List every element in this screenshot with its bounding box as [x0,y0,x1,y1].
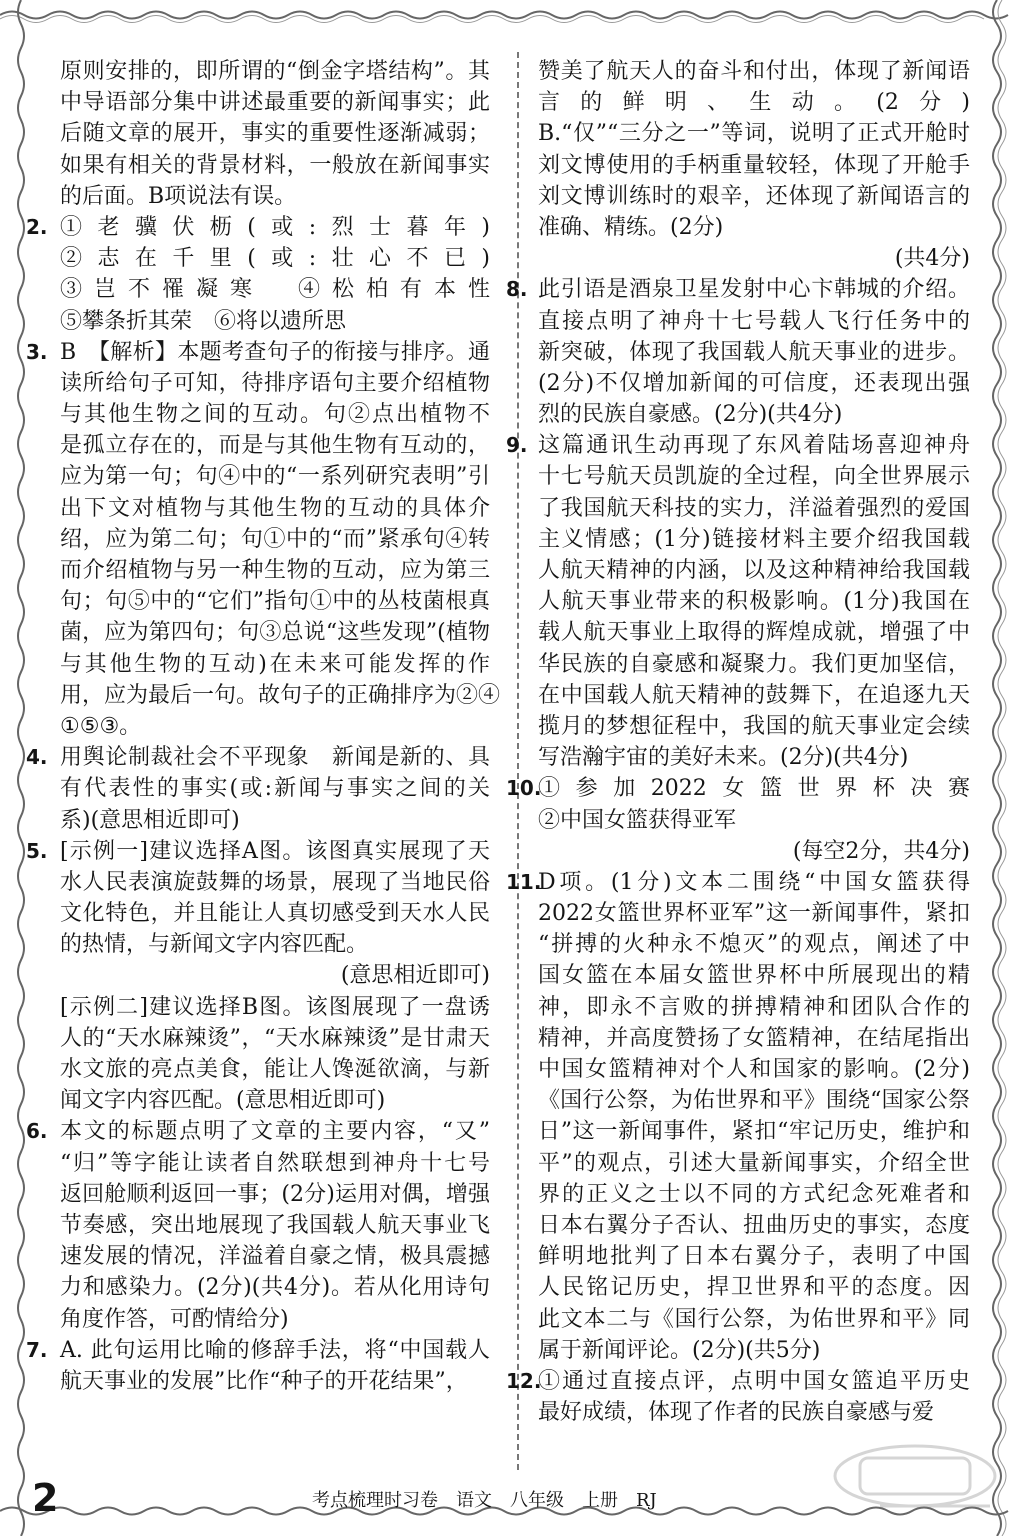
answer-block [26,836,490,992]
page-number: 2 [32,1476,59,1520]
answer-block [60,56,490,212]
answer-line: 而介绍植物与另一种生物的互动，应为第三 [60,558,490,583]
answer-line: 是孤立存在的，而是与其他生物有互动的， [60,433,490,459]
question-number: 5. [26,838,48,863]
answer-line: 菌，应为第四句；句③总说“这些发现”(植物 [60,620,490,646]
answer-line: 返回舱顺利返回一事；(2分)运用对偶，增强 [60,1181,490,1207]
answer-line: 此文本二与《国行公祭，为佑世界和平》同 [538,1306,970,1332]
answer-line: 2022女篮世界杯亚军”这一新闻事件，紧扣 [538,901,970,927]
answer-line: ②中国女篮获得亚军 [538,807,737,833]
score-note: (每空2分，共4分) [792,838,970,864]
answer-line: 主义情感；(1分)链接材料主要介绍我国载 [538,526,970,552]
question-number: 12. [506,1368,542,1393]
answer-line: 在中国载人航天精神的鼓舞下，在追逐九天 [538,682,970,708]
answer-line: 精神，并高度赞扬了女篮精神，在结尾指出 [538,1025,970,1051]
question-number: 10. [506,776,542,801]
answer-line: 准确、精练。(2分) [538,214,724,240]
answer-line: 有代表性的事实(或:新闻与事实之间的关 [60,776,490,802]
answer-line: 用舆论制裁社会不平现象 新闻是新的、具 [60,745,490,771]
question-number: 7. [26,1337,48,1362]
answer-line: 节奏感，突出地展现了我国载人航天事业飞 [60,1212,490,1238]
answer-line: 与其他生物的互动)在未来可能发挥的作 [60,651,490,677]
answer-block [26,742,490,836]
answer-line: 应为第一句；句④中的“一系列研究表明”引 [60,464,490,490]
answer-line: 文化特色，并且能让人真切感受到天水人民 [60,901,490,927]
answer-line: 中导语部分集中讲述最重要的新闻事实；此 [60,90,490,116]
answer-line: 属于新闻评论。(2分)(共5分) [538,1337,821,1363]
answer-line: 水人民表演旋鼓舞的场景，展现了当地民俗 [60,869,490,895]
answer-line: 读所给句子可知，待排序语句主要介绍植物 [60,370,490,396]
answer-block [26,337,501,742]
answer-line: 华民族的自豪感和凝聚力。我们更加坚信， [538,651,970,677]
answer-line: 力和感染力。(2分)(共4分)。若从化用诗句 [60,1275,490,1301]
answer-line: 如果有相关的背景材料，一般放在新闻事实 [60,152,490,178]
answer-line: 人的“天水麻辣烫”，“天水麻辣烫”是甘肃天 [60,1025,490,1051]
answer-block [26,212,490,337]
answer-line: 角度作答，可酌情给分) [60,1306,289,1332]
answer-line: ①老骥伏枥(或:烈士暮年) [60,214,490,240]
answer-line: 的热情，与新闻文字内容匹配。 [60,932,369,958]
watermark-logo [820,1436,1010,1528]
question-number: 4. [26,745,48,770]
answer-line: 原则安排的，即所谓的“倒金字塔结构”。其 [60,59,490,84]
answer-line: 后随文章的展开，事实的重要性逐渐减弱； [60,121,490,147]
answer-line: ⑤攀条折其荣 ⑥将以遗所思 [60,308,347,334]
question-number: 6. [26,1119,48,1144]
answer-line: 系)(意思相近即可) [60,807,240,833]
answer-line: 赞美了航天人的奋斗和付出，体现了新闻语 [538,59,970,84]
answer-block [506,1366,970,1428]
answer-block [506,773,970,867]
answer-line: 闻文字内容匹配。(意思相近即可) [60,1088,386,1114]
answer-line: 平”的观点，引述大量新闻事实，介绍全世 [538,1150,970,1176]
answer-block [26,1116,490,1334]
answer-line: 日本右翼分子否认、扭曲历史的事实，态度 [538,1212,970,1238]
answer-block [506,274,970,430]
answer-line: 的后面。B项说法有误。 [60,183,297,209]
answer-line: [示例一]建议选择A图。该图真实展现了天 [60,838,490,864]
answer-line: 鲜明地批判了日本右翼分子，表明了中国 [538,1244,970,1270]
answer-line: 新突破，体现了我国载人航天事业的进步。 [538,339,970,365]
answer-column-right [506,56,970,1428]
answer-line: 人航天精神的内涵，以及这种精神给我国载 [538,558,970,583]
answer-line: (2分)不仅增加新闻的可信度，还表现出强 [538,370,970,396]
book-title: 考点梳理时习卷 语文 八年级 上册 RJ [312,1490,657,1511]
answer-column-left [26,56,501,1397]
question-number: 2. [26,214,48,239]
answer-line: 烈的民族自豪感。(2分)(共4分) [538,402,843,428]
column-divider [517,52,519,1470]
answer-line: 速发展的情况，洋溢着自豪之情，极具震撼 [60,1244,490,1270]
page-border-top [0,6,1014,24]
answer-line: B 【解析】本题考查句子的衔接与排序。通 [60,339,490,365]
page-border-right [986,0,1008,1536]
answer-line: 与其他生物之间的互动。句②点出植物不 [60,402,490,428]
question-number: 3. [26,339,48,364]
answer-block [506,430,970,773]
question-number: 11. [506,869,542,894]
answer-line: 用，应为最后一句。故句子的正确排序为②④ [60,682,501,708]
answer-line: 绍，应为第二句；句①中的“而”紧承句④转 [60,526,490,552]
answer-line: A. 此句运用比喻的修辞手法，将“中国载人 [60,1337,490,1363]
answer-line: 刘文博训练时的艰辛，还体现了新闻语言的 [538,183,970,209]
answer-block [538,56,970,274]
answer-line: 刘文博使用的手柄重量较轻，体现了开舱手 [538,152,970,178]
answer-line: D项。(1分)文本二围绕“中国女篮获得 [538,869,970,895]
answer-line: ①⑤③。 [60,713,142,739]
answer-line: 本文的标题点明了文章的主要内容，“又” [60,1119,490,1145]
answer-line: 此引语是酒泉卫星发射中心卞韩城的介绍。 [538,277,970,303]
answer-line: 这篇通讯生动再现了东风着陆场喜迎神舟 [538,433,970,459]
answer-line: 最好成绩，体现了作者的民族自豪感与爱 [538,1400,935,1426]
question-number: 9. [506,433,528,458]
answer-line: 航天事业的发展”比作“种子的开花结果”， [60,1368,468,1394]
answer-line: B.“仅”“三分之一”等词，说明了正式开舱时 [538,121,970,147]
answer-block [26,1335,490,1397]
answer-line: 句；句⑤中的“它们”指句①中的丛枝菌根真 [60,589,490,615]
answer-line: ①参加2022女篮世界杯决赛 [538,776,970,802]
answer-line: 出下文对植物与其他生物的互动的具体介 [60,495,490,521]
answer-line: [示例二]建议选择B图。该图展现了一盘诱 [60,994,490,1020]
answer-line: 了我国航天科技的实力，洋溢着强烈的爱国 [538,495,970,521]
answer-line: 中国女篮精神对个人和国家的影响。(2分) [538,1057,970,1082]
answer-line: 界的正义之士以不同的方式纪念死难者和 [538,1181,970,1207]
answer-line: 揽月的梦想征程中，我国的航天事业定会续 [538,713,970,739]
answer-line: 写浩瀚宇宙的美好未来。(2分)(共4分) [538,745,909,771]
answer-line: 神，即永不言败的拼搏精神和团队合作的 [538,994,970,1020]
answer-line: 载人航天事业上取得的辉煌成就，增强了中 [538,620,970,646]
answer-line: ③岂不罹凝寒 ④松柏有本性 [60,277,490,303]
answer-line: 水文旅的亮点美食，能让人馋涎欲滴，与新 [60,1057,490,1082]
answer-line: 日”这一新闻事件，紧扣“牢记历史，维护和 [538,1119,970,1145]
answer-line: 人民铭记历史，捍卫世界和平的态度。因 [538,1275,970,1301]
answer-line: 人航天事业带来的积极影响。(1分)我国在 [538,589,970,615]
answer-line: 国女篮在本届女篮世界杯中所展现出的精 [538,963,970,989]
answer-line: 直接点明了神舟十七号载人飞行任务中的 [538,308,970,334]
answer-line: “拼搏的火种永不熄灭”的观点，阐述了中 [538,932,970,958]
score-note: (意思相近即可) [340,963,490,989]
question-number: 8. [506,277,528,302]
answer-block [60,992,490,1117]
answer-line: 《国行公祭，为佑世界和平》围绕“国家公祭 [538,1088,970,1114]
answer-line: 十七号航天员凯旋的全过程，向全世界展示 [538,464,970,490]
answer-line: ①通过直接点评，点明中国女篮追平历史 [538,1368,970,1394]
answer-line: “归”等字能让读者自然联想到神舟十七号 [60,1150,490,1176]
score-note: (共4分) [894,246,970,272]
answer-block [506,867,970,1366]
answer-line: ②志在千里(或:壮心不已) [60,246,490,272]
answer-line: 言的鲜明、生动。(2分) [538,90,970,116]
